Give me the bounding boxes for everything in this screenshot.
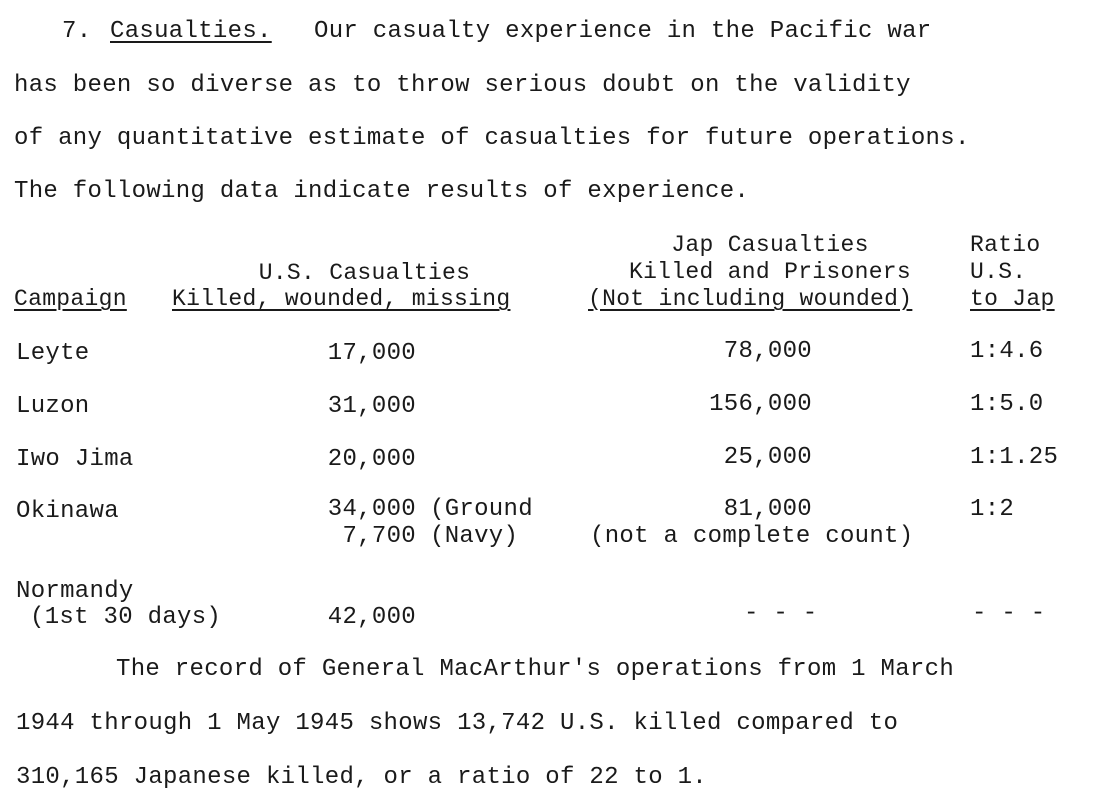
row-jap-casualties: 81,000 [723,496,812,523]
row-jap-note: (not a complete count) [590,523,914,550]
closing-line-1: The record of General MacArthur's operations from 1 March [116,656,955,683]
header-campaign: Campaign [14,286,127,312]
intro-line-2: has been so diverse as to throw serious doubt on the validity [14,72,911,99]
row-us-casualties: 42,000 [327,604,416,631]
header-jap-line2: Killed and Prisoners [628,259,912,285]
closing-line-3: 310,165 Japanese killed, or a ratio of 22 to 1. [16,764,708,791]
row-ratio: 1:2 [970,496,1015,523]
row-campaign-detail: (1st 30 days) [30,604,222,631]
row-jap-casualties: - - - [744,600,818,627]
intro-line-3: of any quantitative estimate of casualties for future operations. [14,125,970,152]
header-ratio-line2: U.S. [970,259,1027,285]
row-us-casualties: 17,000 [327,340,416,367]
intro-line-1: Our casualty experience in the Pacific war [314,18,932,45]
closing-line-2: 1944 through 1 May 1945 shows 13,742 U.S. killed compared to [16,710,899,737]
row-ratio: 1:1.25 [970,444,1059,471]
row-campaign: Okinawa [16,498,119,525]
row-ratio: 1:5.0 [970,391,1044,418]
header-ratio-line1: Ratio [970,232,1041,258]
row-jap-casualties: 156,000 [709,391,812,418]
header-us-line1: U.S. Casualties [258,260,471,286]
row-us-note-navy: (Navy) [430,523,519,550]
row-jap-casualties: 25,000 [723,444,812,471]
row-us-casualties: 34,000 [327,496,416,523]
row-campaign: Normandy [16,578,134,605]
row-campaign: Luzon [16,393,90,420]
row-us-casualties: 31,000 [327,393,416,420]
header-us-line2: Killed, wounded, missing [172,286,511,312]
row-ratio: 1:4.6 [970,338,1044,365]
row-us-casualties: 20,000 [327,446,416,473]
row-campaign: Iwo Jima [16,446,134,473]
row-campaign: Leyte [16,340,90,367]
header-jap-line3: (Not including wounded) [588,286,913,312]
section-heading: Casualties. [110,18,272,45]
section-number: 7. [62,18,92,45]
intro-line-4: The following data indicate results of experience. [14,178,750,205]
header-ratio-line3: to Jap [970,286,1055,312]
row-us-note: (Ground [430,496,533,523]
row-us-casualties-navy: 7,700 [342,523,416,550]
row-jap-casualties: 78,000 [723,338,812,365]
row-ratio: - - - [972,600,1046,627]
header-jap-line1: Jap Casualties [671,232,869,258]
